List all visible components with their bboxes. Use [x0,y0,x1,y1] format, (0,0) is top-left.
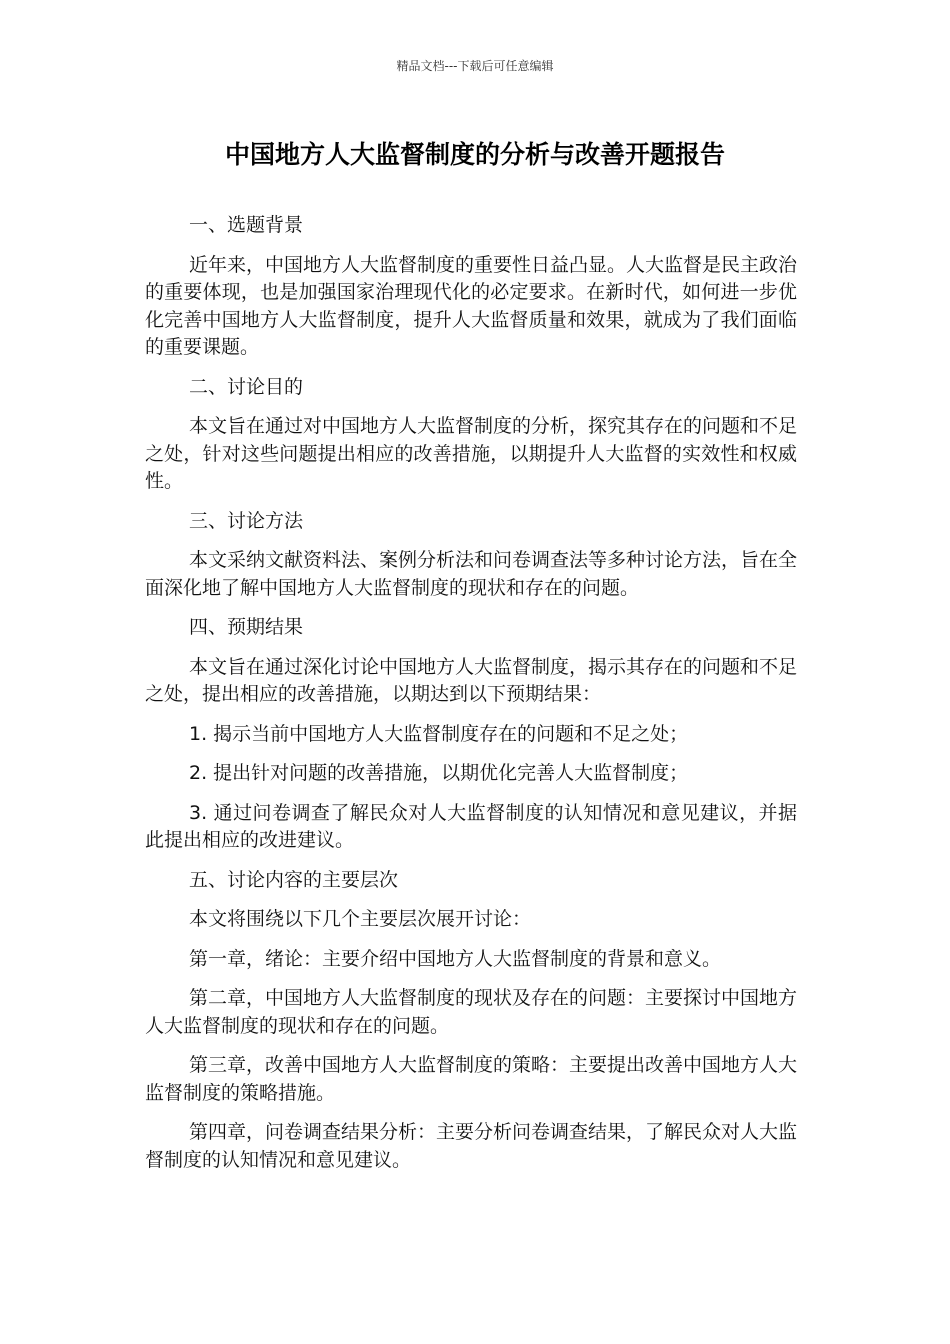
paragraph-purpose: 本文旨在通过对中国地方人大监督制度的分析，探究其存在的问题和不足之处，针对这些问题提出相应的改善措施，以期提升人大监督的实效性和权威性。 [145,415,798,492]
section-heading-method: 三、讨论方法 [189,509,304,532]
list-item-result-3: 3. 通过问卷调查了解民众对人大监督制度的认知情况和意见建议，并据此提出相应的改进建议。 [145,801,797,851]
section-heading-background: 一、选题背景 [189,214,304,236]
document-title: 中国地方人大监督制度的分析与改善开题报告 [224,140,725,169]
paragraph-structure-intro: 本文将围绕以下几个主要层次展开讨论： [189,908,532,930]
section-heading-expected-results: 四、预期结果 [189,616,304,638]
chapter-2-description: 第二章，中国地方人大监督制度的现状及存在的问题：主要探讨中国地方人大监督制度的现状和存在的问题。 [145,987,798,1037]
section-heading-structure: 五、讨论内容的主要层次 [189,868,399,891]
paragraph-background: 近年来，中国地方人大监督制度的重要性日益凸显。人大监督是民主政治的重要体现，也是加强国家治理现代化的必定要求。在新时代，如何进一步优化完善中国地方人大监督制度，提升人大监督质量和效果，就成为了我们面临的重要课题。 [145,253,798,358]
chapter-3-description: 第三章，改善中国地方人大监督制度的策略：主要提出改善中国地方人大监督制度的策略措施。 [145,1054,798,1104]
page-header: 精品文档---下载后可任意编辑 [396,59,554,73]
list-item-result-1: 1. 揭示当前中国地方人大监督制度存在的问题和不足之处； [189,722,689,745]
paragraph-expected-results: 本文旨在通过深化讨论中国地方人大监督制度，揭示其存在的问题和不足之处，提出相应的改善措施，以期达到以下预期结果： [145,655,798,705]
list-item-result-2: 2. 提出针对问题的改善措施，以期优化完善人大监督制度； [189,762,689,784]
chapter-4-description: 第四章，问卷调查结果分析：主要分析问卷调查结果，了解民众对人大监督制度的认知情况和意见建议。 [145,1121,798,1171]
section-heading-purpose: 二、讨论目的 [189,375,304,398]
chapter-1-description: 第一章，绪论：主要介绍中国地方人大监督制度的背景和意义。 [189,947,722,970]
document-body [145,212,797,1186]
paragraph-method: 本文采纳文献资料法、案例分析法和问卷调查法等多种讨论方法，旨在全面深化地了解中国地方人大监督制度的现状和存在的问题。 [145,549,798,599]
